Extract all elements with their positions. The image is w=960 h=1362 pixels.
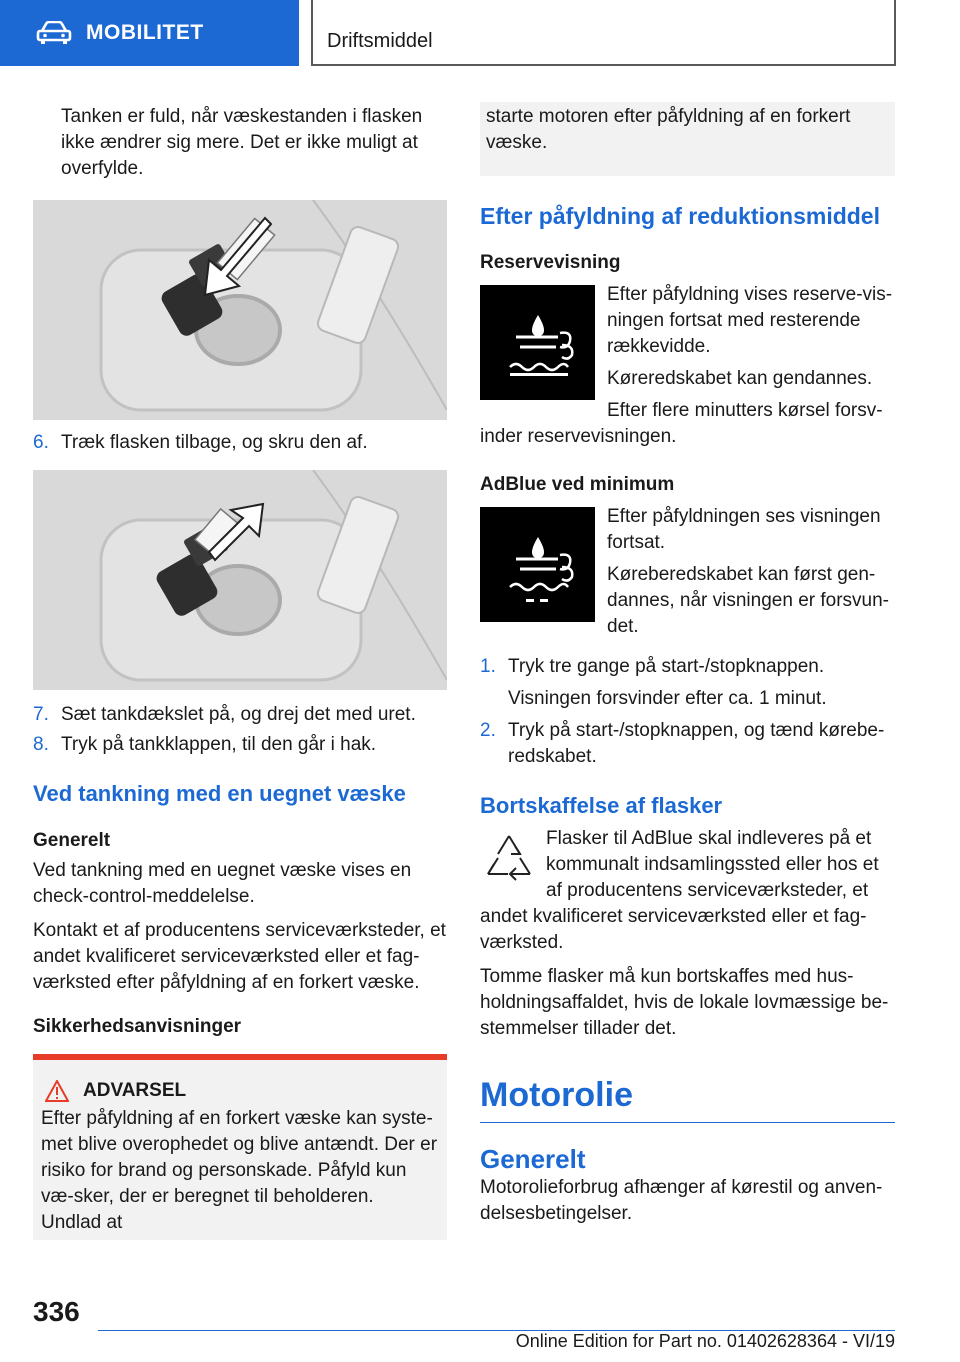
heading-unsuitable-fluid: Ved tankning med en uegnet væske	[33, 781, 406, 806]
recycle-icon	[480, 830, 538, 888]
warning-cont-text: starte motoren efter påfyldning af en forkert væske.	[486, 106, 851, 153]
general-paragraph-2: Kontakt et af producentens serviceværksteder, et andet kvalificeret serviceværksted eller et fag-værksted efter påfyldning af en forkert væske.	[33, 920, 446, 993]
step-8	[33, 732, 447, 758]
warning-triangle-icon	[45, 1080, 69, 1102]
section-title: Driftsmiddel	[327, 30, 433, 52]
minimum-paragraph-1: Efter påfyldningen ses visningen fortsat.	[607, 506, 881, 553]
warning-text: Efter påfyldning af en forkert væske kan syste-met blive overophedet og blive antændt. Der er risiko for brand og personskade. Påfyld kun væ-sker, der er beregnet til beholderen. Undlad at	[41, 1108, 438, 1233]
step-1	[480, 654, 895, 680]
category-label: MOBILITET	[86, 21, 204, 44]
adblue-minimum-indicator	[480, 507, 595, 622]
step-text: Tryk på tankklappen, til den går i hak.	[61, 734, 377, 755]
heading-general: Generelt	[33, 830, 111, 851]
category-tab[interactable]	[0, 0, 299, 66]
disposal-block	[480, 826, 895, 1042]
reserve-block	[480, 282, 895, 450]
reserve-paragraph-3: Efter flere minutters kørsel forsv-inder reservevisningen.	[480, 400, 883, 447]
page-number: 336	[33, 1296, 80, 1327]
heading-safety: Sikkerhedsanvisninger	[33, 1016, 242, 1037]
general-paragraph-1: Ved tankning med en uegnet væske vises en check-control-meddelelse.	[33, 860, 412, 907]
step-6	[33, 430, 447, 456]
adblue-reserve-indicator	[480, 285, 595, 400]
heading-disposal: Bortskaffelse af flasker	[480, 793, 723, 818]
minimum-block	[480, 504, 895, 640]
motor-oil-heading-block	[480, 1074, 895, 1123]
minimum-paragraph-2: Køreberedskabet kan først gen-dannes, når visningen er forsvun-det.	[607, 564, 889, 637]
warning-title	[41, 1080, 439, 1102]
step-text: Sæt tankdækslet på, og drej det med uret.	[61, 704, 416, 725]
step-text: Træk flasken tilbage, og skru den af.	[61, 432, 368, 453]
step-number: 8.	[33, 734, 49, 755]
step-number: 2.	[480, 720, 496, 741]
reserve-paragraph-1: Efter påfyldning vises reserve-vis-ningen fortsat med resterende rækkevidde.	[607, 284, 893, 357]
warning-continuation	[480, 102, 895, 176]
footer-edition: Online Edition for Part no. 01402628364 - VI/19	[515, 1331, 895, 1351]
adblue-minimum-icon	[480, 507, 595, 622]
step-7	[33, 702, 447, 728]
heading-motor-oil: Motorolie	[480, 1076, 633, 1114]
step-1-note: Visningen forsvinder efter ca. 1 minut.	[508, 688, 827, 709]
car-icon	[36, 21, 72, 45]
warning-label: ADVARSEL	[83, 1080, 187, 1101]
step-number: 1.	[480, 656, 496, 677]
warning-box	[33, 1054, 447, 1240]
step-number: 6.	[33, 432, 49, 453]
disposal-paragraph-2: Tomme flasker må kun bortskaffes med hus-holdningsaffaldet, hvis de lokale lovmæssige be-stemmelser tillader det.	[480, 966, 889, 1039]
step-text: Tryk tre gange på start-/stopknappen.	[508, 656, 825, 677]
section-header	[311, 0, 896, 66]
intro-paragraph: Tanken er fuld, når væskestanden i flasken ikke ændrer sig mere. Det er ikke muligt at overfylde.	[61, 106, 423, 179]
left-column	[33, 100, 447, 1240]
heading-adblue-minimum: AdBlue ved minimum	[480, 474, 675, 495]
heading-oil-general: Generelt	[480, 1144, 586, 1174]
right-column	[480, 102, 895, 1227]
photo-remove-bottle	[33, 470, 447, 690]
step-text: Tryk på start-/stopknappen, og tænd kørebe-redskabet.	[508, 720, 885, 767]
heading-reserve: Reservevisning	[480, 252, 621, 273]
heading-after-refill: Efter påfyldning af reduktionsmiddel	[480, 203, 880, 229]
step-number: 7.	[33, 704, 49, 725]
adblue-reserve-icon	[480, 285, 595, 400]
step-2	[480, 718, 895, 770]
photo-insert-bottle	[33, 200, 447, 420]
page-header	[0, 0, 960, 66]
oil-paragraph: Motorolieforbrug afhænger af kørestil og anven-delsesbetingelser.	[480, 1177, 883, 1224]
disposal-paragraph-1: Flasker til AdBlue skal indleveres på et kommunalt indsamlingssted eller hos et af producentens serviceværksteder, et andet kvalificeret serviceværksted eller et fag-værksted.	[480, 828, 879, 953]
reserve-paragraph-2: Køreredskabet kan gendannes.	[607, 368, 873, 389]
